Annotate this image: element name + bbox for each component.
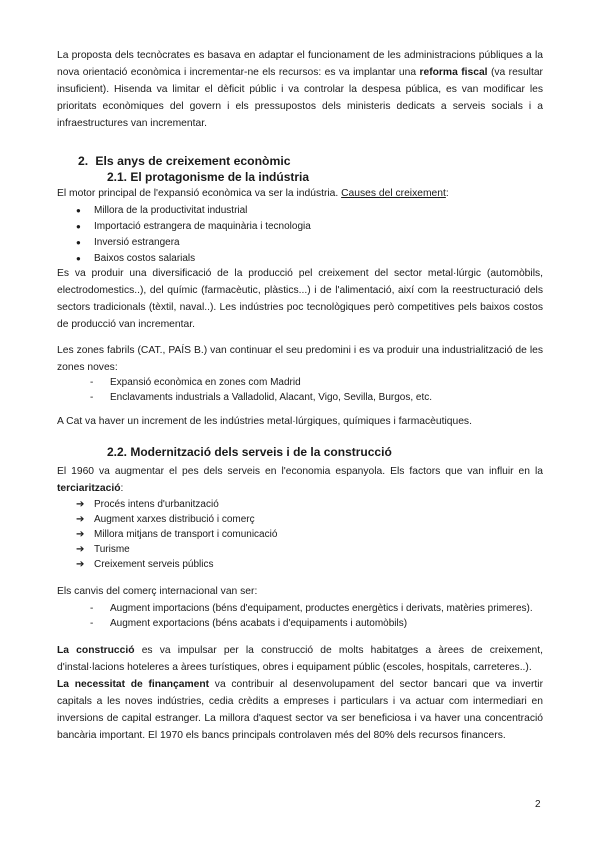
- finance-paragraph: [57, 676, 543, 744]
- list-item-text: Importació estrangera de maquinària i tecnologia: [94, 221, 311, 232]
- bullet-icon: ●: [76, 238, 81, 247]
- bold-term: terciarització: [57, 483, 121, 494]
- list-item: [90, 391, 432, 405]
- arrow-icon: ➔: [76, 499, 85, 510]
- intro-text-2: (va resultar insuficient). Hisenda va limitar el dèficit públic i va controlar la despesa pública, es van modificar les prioritats econòmiques del govern i els pressupostos dels ministeris dedicats a serveis socials i a infraestructures van incrementar.: [57, 67, 543, 129]
- list-item: [90, 617, 407, 631]
- list-item-text: Millora de la productivitat industrial: [94, 205, 248, 216]
- diversification-paragraph: Es va produir una diversificació de la producció pel creixement del sector metal·lúrgic (automòbils, electrodomestics..), del químic (farmacèutic, plàstics...) i de l'alimentació, així com la reestructuració dels sectors tradicionals (tèxtil, naval..). Les indústries poc tecnològiques però competitives pels baixos costos de producció van incrementar.: [57, 268, 543, 330]
- list-item-text: Augment importacions (béns d'equipament, productes energètics i derivats, matèries primeres).: [110, 603, 533, 614]
- list-item: [76, 236, 180, 250]
- underlined-text: Causes del creixement: [341, 188, 446, 199]
- list-item: [76, 220, 311, 234]
- intro-text: El motor principal de l'expansió econòmica va ser la indústria.: [57, 188, 342, 199]
- list-item-text: Procés intens d'urbanització: [94, 499, 219, 510]
- list-item-text: Augment exportacions (béns acabats i d'equipaments i automòbils): [110, 618, 408, 629]
- intro-text-1: La proposta dels tecnòcrates es basava en adaptar el funcionament de les administracions públiques a la nova orientació econòmica i incrementar-ne els recursos: es va implantar una: [57, 50, 543, 78]
- list-item: [90, 376, 301, 390]
- construction-paragraph: [57, 642, 543, 676]
- list-item: [76, 543, 130, 557]
- paragraph-text: es va impulsar per la construcció de molts habitatges a àrees de creixement, d'instal·lacions hoteleres a àrees turístiques, obres i equipament públic (escoles, hospitals, carreteres..).: [57, 645, 543, 673]
- list-item-text: Inversió estrangera: [94, 237, 180, 248]
- dash-icon: -: [90, 377, 94, 388]
- list-item: [90, 602, 533, 616]
- list-item: [76, 528, 277, 542]
- intro-tail: :: [120, 483, 124, 494]
- list-item: [76, 498, 219, 512]
- dash-icon: -: [90, 618, 94, 629]
- arrow-icon: ➔: [76, 559, 85, 570]
- bullet-icon: ●: [76, 254, 81, 263]
- bullet-icon: ●: [76, 222, 81, 231]
- intro-text: El 1960 va augmentar el pes dels serveis en l'economia espanyola. Els factors que van influir en la: [57, 466, 543, 477]
- bullet-icon: ●: [76, 206, 81, 215]
- section-number: 2.: [78, 154, 89, 168]
- industrial-zones-paragraph: Les zones fabrils (CAT., PAÍS B.) van continuar el seu predomini i es va produir una industrialització de les zones noves:: [57, 345, 543, 373]
- list-item-text: Creixement serveis públics: [94, 559, 214, 570]
- arrow-icon: ➔: [76, 529, 85, 540]
- commerce-intro: Els canvis del comerç internacional van ser:: [57, 586, 258, 597]
- dash-icon: -: [90, 603, 94, 614]
- list-item: [76, 252, 195, 266]
- intro-bold: reforma fiscal: [419, 67, 488, 78]
- bold-term: La construcció: [57, 645, 135, 656]
- list-item: [76, 204, 247, 218]
- arrow-icon: ➔: [76, 514, 85, 525]
- catalonia-paragraph: A Cat va haver un increment de les indústries metal·lúrgiques, químiques i farmacèutiques.: [57, 416, 472, 427]
- list-item-text: Augment xarxes distribució i comerç: [94, 514, 255, 525]
- bold-term: La necessitat de finançament: [57, 679, 210, 690]
- page-number: 2: [535, 799, 541, 810]
- list-item: [76, 513, 255, 527]
- paragraph-text: va contribuir al desenvolupament del sector bancari que va invertir capitals a les noves indústries, cedia crèdits a empreses i particulars i va actuar com intermediari en inversions de capital estranger. La millora d'aquest sector va ser beneficiosa i va haver una concentració bancària important. El 1970 els bancs principals controlaven més del 80% dels recursos financers.: [57, 679, 543, 741]
- section-2-1-intro: [57, 185, 543, 202]
- intro-paragraph: [57, 47, 543, 132]
- section-2-2-heading: 2.2. Modernització dels serveis i de la construcció: [107, 445, 392, 459]
- arrow-icon: ➔: [76, 544, 85, 555]
- list-item-text: Baixos costos salarials: [94, 253, 196, 264]
- list-item-text: Expansió econòmica en zones com Madrid: [110, 377, 301, 388]
- list-item-text: Turisme: [94, 544, 130, 555]
- intro-tail: :: [445, 188, 449, 199]
- section-title: Els anys de creixement econòmic: [95, 154, 291, 168]
- section-2-2-intro: [57, 463, 543, 497]
- dash-icon: -: [90, 392, 94, 403]
- list-item-text: Enclavaments industrials a Valladolid, Alacant, Vigo, Sevilla, Burgos, etc.: [110, 392, 433, 403]
- section-2-heading: [78, 154, 290, 168]
- list-item: [76, 558, 214, 572]
- list-item-text: Millora mitjans de transport i comunicació: [94, 529, 278, 540]
- section-2-1-heading: 2.1. El protagonisme de la indústria: [107, 170, 310, 184]
